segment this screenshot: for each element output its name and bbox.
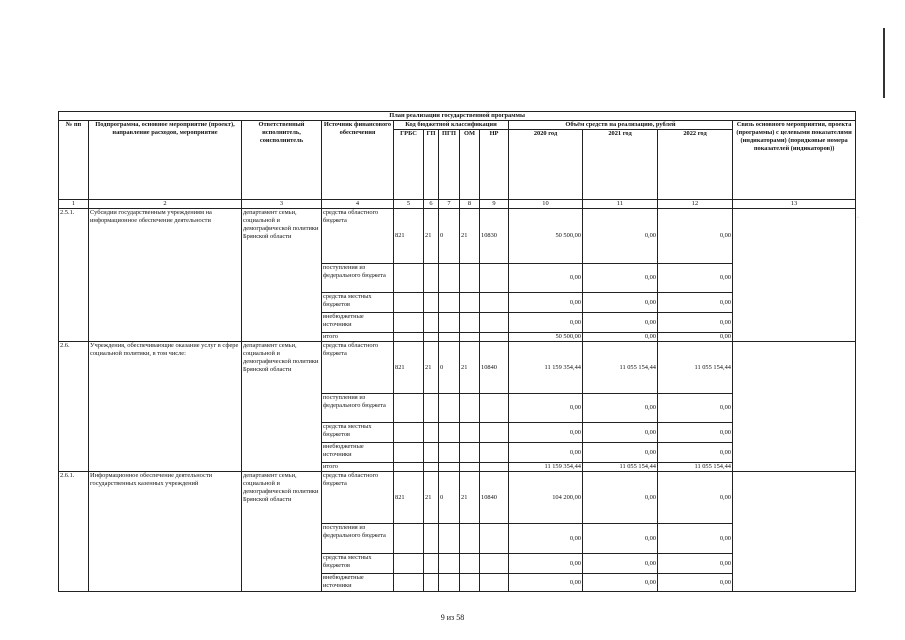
row-source: средства областного бюджета <box>322 209 394 264</box>
header-budget-code: Код бюджетной классификации <box>394 121 509 130</box>
row-2020: 0,00 <box>509 443 583 463</box>
row-num: 2.5.1. <box>59 209 89 342</box>
row-gp: 21 <box>424 209 439 264</box>
row-responsible: департамент семьи, социальной и демографической политики Брянской области <box>242 342 322 472</box>
page-number: 9 из 58 <box>440 613 465 622</box>
row-responsible: департамент семьи, социальной и демографической политики Брянской области <box>242 209 322 342</box>
row-2020: 0,00 <box>509 293 583 313</box>
header-gp: ГП <box>424 130 439 200</box>
row-2021: 0,00 <box>583 554 658 574</box>
row-source: внебюджетные источники <box>322 313 394 333</box>
row-source: поступления из федерального бюджета <box>322 264 394 293</box>
row-2022: 0,00 <box>658 472 733 524</box>
row-pgp: 0 <box>439 342 460 394</box>
row-total-2022: 0,00 <box>658 333 733 342</box>
row-grbs: 821 <box>394 472 424 524</box>
col-number: 7 <box>439 200 460 209</box>
col-number: 13 <box>733 200 856 209</box>
row-2022: 0,00 <box>658 293 733 313</box>
row-2020: 0,00 <box>509 313 583 333</box>
row-total-label: итого <box>322 333 394 342</box>
row-2022: 0,00 <box>658 524 733 554</box>
row-total-2022: 11 055 154,44 <box>658 463 733 472</box>
row-2020: 0,00 <box>509 394 583 423</box>
row-2020: 104 200,00 <box>509 472 583 524</box>
row-2022: 0,00 <box>658 209 733 264</box>
table-row <box>59 209 856 264</box>
row-2020: 0,00 <box>509 423 583 443</box>
row-2022: 11 055 154,44 <box>658 342 733 394</box>
row-2020: 0,00 <box>509 524 583 554</box>
row-gp: 21 <box>424 342 439 394</box>
row-grbs: 821 <box>394 342 424 394</box>
col-number: 1 <box>59 200 89 209</box>
col-number: 11 <box>583 200 658 209</box>
row-2020: 50 500,00 <box>509 209 583 264</box>
row-2021: 11 055 154,44 <box>583 342 658 394</box>
row-2020: 0,00 <box>509 574 583 592</box>
row-2022: 0,00 <box>658 313 733 333</box>
header-pgp: ПГП <box>439 130 460 200</box>
row-nr: 10840 <box>480 342 509 394</box>
col-number: 4 <box>322 200 394 209</box>
header-link: Связь основного мероприятия, проекта (программы) с целевыми показателями (индикаторами) (порядковые номера показателей (индикаторов)) <box>733 121 856 200</box>
row-2021: 0,00 <box>583 524 658 554</box>
row-name: Субсидии государственным учреждениям на информационное обеспечение деятельности <box>89 209 242 342</box>
row-2022: 0,00 <box>658 394 733 423</box>
row-2021: 0,00 <box>583 394 658 423</box>
table-title: План реализации государственной программы <box>59 112 856 121</box>
row-om: 21 <box>460 342 480 394</box>
row-source: поступления из федерального бюджета <box>322 524 394 554</box>
row-2021: 0,00 <box>583 313 658 333</box>
row-name: Учреждения, обеспечивающие оказание услуг в сфере социальной политики, в том числе: <box>89 342 242 472</box>
col-number: 2 <box>89 200 242 209</box>
row-total-2020: 50 500,00 <box>509 333 583 342</box>
row-responsible: департамент семьи, социальной и демографической политики Брянской области <box>242 472 322 592</box>
col-number: 10 <box>509 200 583 209</box>
row-2022: 0,00 <box>658 443 733 463</box>
row-source: средства местных бюджетов <box>322 293 394 313</box>
header-om: ОМ <box>460 130 480 200</box>
row-pgp: 0 <box>439 209 460 264</box>
column-number-row <box>59 200 856 209</box>
row-2022: 0,00 <box>658 554 733 574</box>
header-nr: НР <box>480 130 509 200</box>
row-2021: 0,00 <box>583 423 658 443</box>
row-2021: 0,00 <box>583 209 658 264</box>
row-source: средства областного бюджета <box>322 342 394 394</box>
col-number: 6 <box>424 200 439 209</box>
col-number: 5 <box>394 200 424 209</box>
header-2020: 2020 год <box>509 130 583 200</box>
table-row <box>59 472 856 524</box>
row-nr: 10840 <box>480 472 509 524</box>
row-link <box>733 342 856 472</box>
row-total-2021: 0,00 <box>583 333 658 342</box>
row-num: 2.6. <box>59 342 89 472</box>
col-number: 12 <box>658 200 733 209</box>
scan-edge-mark <box>883 28 885 98</box>
row-link <box>733 472 856 592</box>
header-source: Источник финансового обеспечения <box>322 121 394 200</box>
header-num: № пп <box>59 121 89 200</box>
row-2022: 0,00 <box>658 423 733 443</box>
row-2021: 0,00 <box>583 574 658 592</box>
row-om: 21 <box>460 472 480 524</box>
row-2021: 0,00 <box>583 293 658 313</box>
row-grbs: 821 <box>394 209 424 264</box>
row-2020: 11 159 354,44 <box>509 342 583 394</box>
header-2022: 2022 год <box>658 130 733 200</box>
row-num: 2.6.1. <box>59 472 89 592</box>
row-2020: 0,00 <box>509 554 583 574</box>
row-2021: 0,00 <box>583 472 658 524</box>
header-volume: Объём средств на реализацию, рублей <box>509 121 733 130</box>
row-total-2021: 11 055 154,44 <box>583 463 658 472</box>
col-number: 9 <box>480 200 509 209</box>
table-row <box>59 342 856 394</box>
row-pgp: 0 <box>439 472 460 524</box>
row-2022: 0,00 <box>658 574 733 592</box>
row-2022: 0,00 <box>658 264 733 293</box>
header-responsible: Ответственный исполнитель, соисполнитель <box>242 121 322 200</box>
row-source: средства областного бюджета <box>322 472 394 524</box>
scan-dot: · <box>857 215 859 221</box>
row-gp: 21 <box>424 472 439 524</box>
col-number: 8 <box>460 200 480 209</box>
row-total-2020: 11 159 354,44 <box>509 463 583 472</box>
row-source: средства местных бюджетов <box>322 423 394 443</box>
row-total-label: итого <box>322 463 394 472</box>
col-number: 3 <box>242 200 322 209</box>
row-2021: 0,00 <box>583 264 658 293</box>
header-2021: 2021 год <box>583 130 658 200</box>
row-source: внебюджетные источники <box>322 574 394 592</box>
row-source: средства местных бюджетов <box>322 554 394 574</box>
row-source: внебюджетные источники <box>322 443 394 463</box>
row-nr: 10830 <box>480 209 509 264</box>
header-subprogram: Подпрограмма, основное мероприятие (проект), направление расходов, мероприятие <box>89 121 242 200</box>
row-2020: 0,00 <box>509 264 583 293</box>
row-name: Информационное обеспечение деятельности государственных казенных учреждений <box>89 472 242 592</box>
row-om: 21 <box>460 209 480 264</box>
plan-table <box>58 111 856 592</box>
header-grbs: ГРБС <box>394 130 424 200</box>
row-source: поступления из федерального бюджета <box>322 394 394 423</box>
row-link <box>733 209 856 342</box>
row-2021: 0,00 <box>583 443 658 463</box>
